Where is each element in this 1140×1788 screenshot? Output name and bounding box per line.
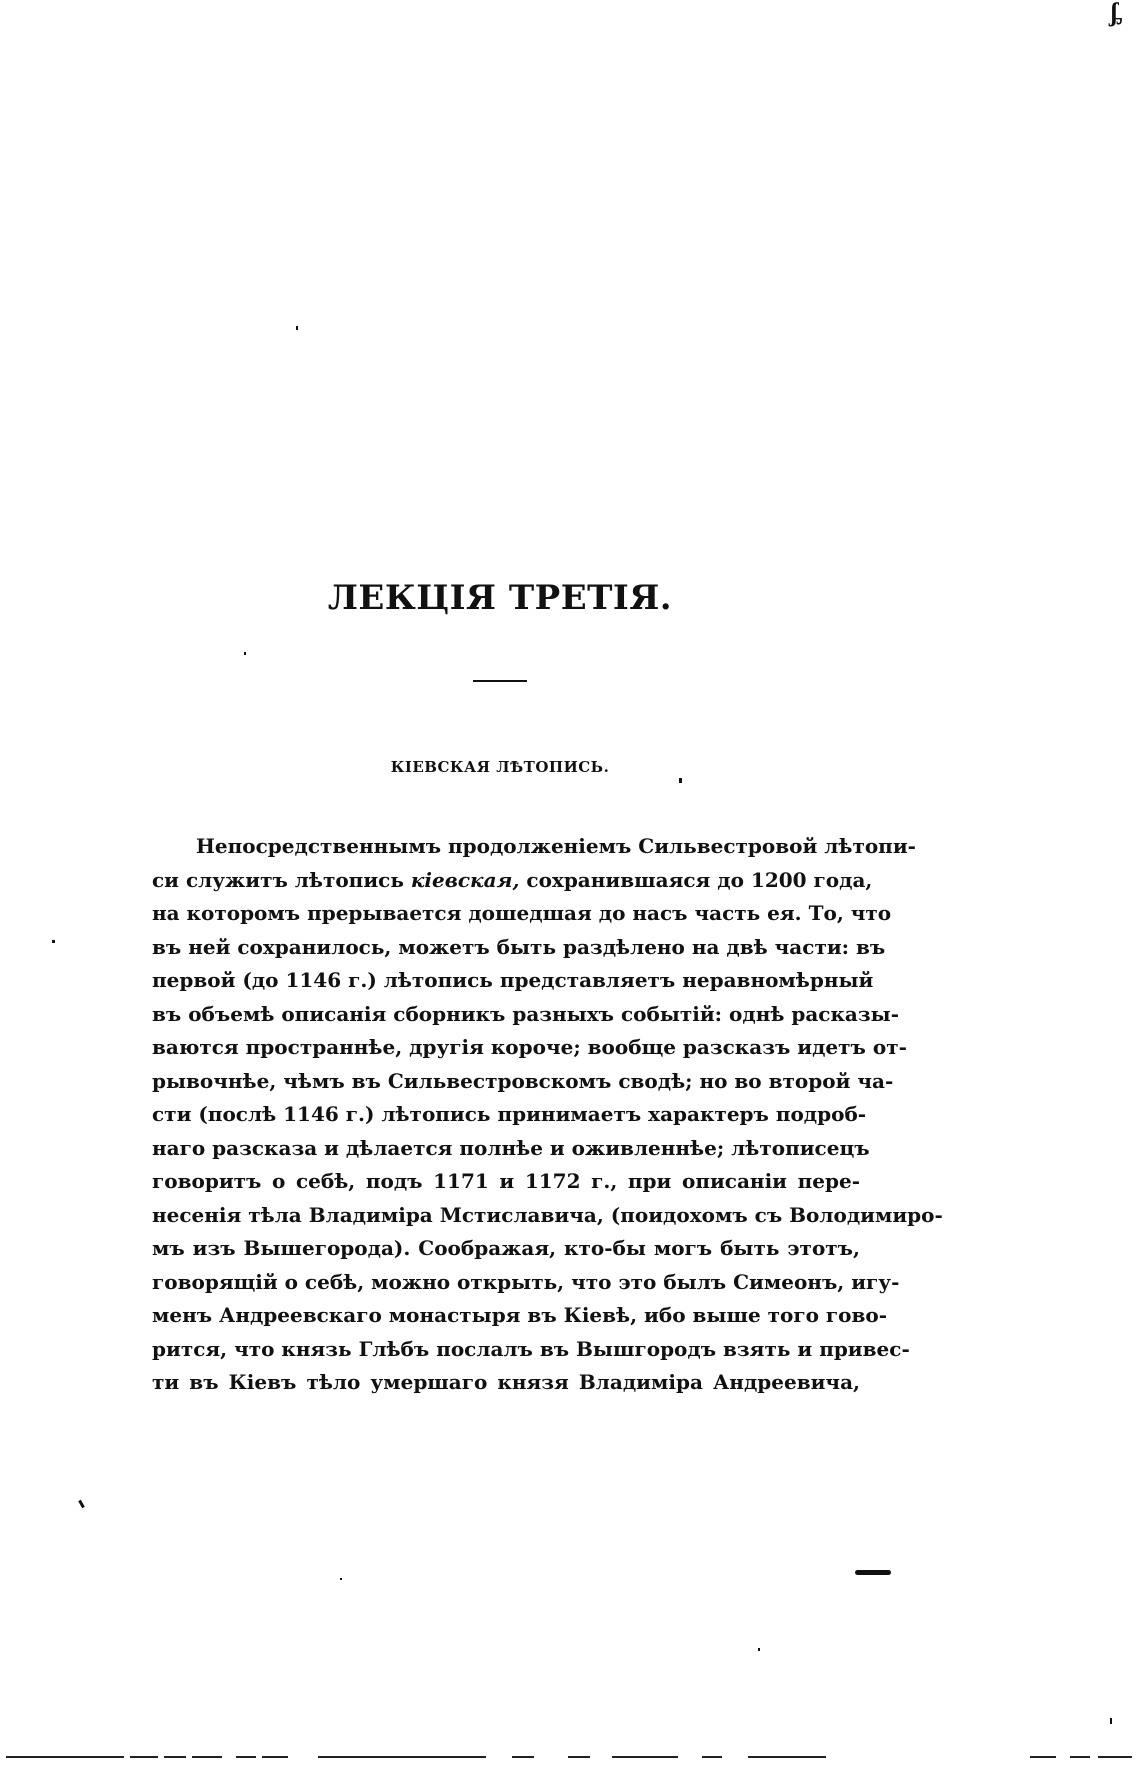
line-text: несенія тѣла Владиміра Мстиславича, (поидохомъ съ Володимиро- xyxy=(152,1202,943,1227)
chapter-title: ЛЕКЦІЯ ТРЕТІЯ. xyxy=(327,578,673,618)
line-text: сти (послѣ 1146 г.) лѣтопись принимаетъ характеръ подроб- xyxy=(152,1102,867,1126)
text-line xyxy=(152,1065,894,1099)
title-divider xyxy=(473,680,527,682)
rule-segment xyxy=(568,1756,590,1758)
rule-segment xyxy=(1098,1756,1132,1758)
line-text: рится, что князь Глѣбъ послалъ въ Вышгородъ взять и привес- xyxy=(152,1336,910,1361)
scan-speck xyxy=(52,940,55,943)
scan-speck xyxy=(296,326,298,330)
line-text: наго разсказа и дѣлается полнѣе и оживленнѣе; лѣтописецъ xyxy=(152,1135,870,1160)
rule-segment xyxy=(748,1756,826,1758)
text-line xyxy=(152,1132,870,1166)
scan-speck xyxy=(679,778,682,783)
text-line xyxy=(152,1165,860,1199)
line-text: ваются пространнѣе, другія короче; вообще разсказъ идетъ от- xyxy=(152,1035,907,1059)
text-line xyxy=(152,864,873,898)
scan-speck xyxy=(1110,1718,1112,1724)
line-text: мъ изъ Вышегорода). Соображая, кто-бы могъ быть этотъ, xyxy=(152,1236,860,1260)
text-line xyxy=(152,1299,888,1333)
text-line xyxy=(152,931,886,965)
line-text: рывочнѣе, чѣмъ въ Сильвестровскомъ сводѣ; но во второй ча- xyxy=(152,1068,894,1093)
rule-segment xyxy=(192,1756,222,1758)
line-text: на которомъ прерывается дошедшая до насъ часть ея. То, что xyxy=(152,901,892,925)
line-text: въ объемѣ описанія сборникъ разныхъ событій: однѣ расказы- xyxy=(152,1001,900,1026)
text-line xyxy=(152,1031,907,1065)
line-text: говорящій о себѣ, можно открыть, что это былъ Симеонъ, игу- xyxy=(152,1269,900,1294)
scan-speck xyxy=(78,1500,85,1508)
line-text: менъ Андреевскаго монастыря въ Кіевѣ, ибо выше того гово- xyxy=(152,1303,888,1327)
text-line xyxy=(152,1232,860,1266)
rule-segment xyxy=(164,1756,186,1758)
line-text: въ ней сохранилось, можетъ быть раздѣлено на двѣ части: въ xyxy=(152,934,886,959)
rule-segment xyxy=(702,1756,722,1758)
section-heading: КІЕВСКАЯ ЛѢТОПИСЬ. xyxy=(390,758,610,776)
text-line xyxy=(152,998,900,1032)
text-line xyxy=(152,897,892,931)
body-paragraph xyxy=(152,830,943,1400)
rule-segment xyxy=(6,1756,124,1758)
text-line xyxy=(152,1098,867,1132)
line-text: си служитъ лѣтопись xyxy=(152,867,411,892)
scan-speck xyxy=(855,1570,891,1575)
line-text: говоритъ о себѣ, подъ 1171 и 1172 г., при описаніи пере- xyxy=(152,1169,860,1193)
rule-segment xyxy=(130,1756,158,1758)
rule-segment xyxy=(512,1756,534,1758)
line-text: ти въ Кіевъ тѣло умершаго князя Владиміра Андреевича, xyxy=(152,1370,860,1394)
text-line xyxy=(152,830,916,864)
scan-speck xyxy=(244,652,246,655)
line-italic: кіевская, xyxy=(410,867,520,892)
line-text-tail: сохранившаяся до 1200 года, xyxy=(519,867,873,892)
corner-scan-mark: ᶋ xyxy=(1110,0,1122,28)
text-line xyxy=(152,964,874,998)
line-text: первой (до 1146 г.) лѣтопись представляетъ неравномѣрный xyxy=(152,968,874,992)
rule-segment xyxy=(262,1756,288,1758)
rule-segment xyxy=(236,1756,256,1758)
rule-segment xyxy=(318,1756,486,1758)
bottom-scan-rule xyxy=(0,1752,1140,1762)
text-line xyxy=(152,1366,860,1400)
text-line xyxy=(152,1199,943,1233)
scan-speck xyxy=(758,1648,760,1651)
rule-segment xyxy=(1030,1756,1056,1758)
text-line xyxy=(152,1266,900,1300)
line-text: Непосредственнымъ продолженіемъ Сильвестровой лѣтопи- xyxy=(196,834,916,858)
text-line xyxy=(152,1333,910,1367)
rule-segment xyxy=(612,1756,678,1758)
rule-segment xyxy=(1070,1756,1090,1758)
scan-speck xyxy=(340,1578,342,1580)
